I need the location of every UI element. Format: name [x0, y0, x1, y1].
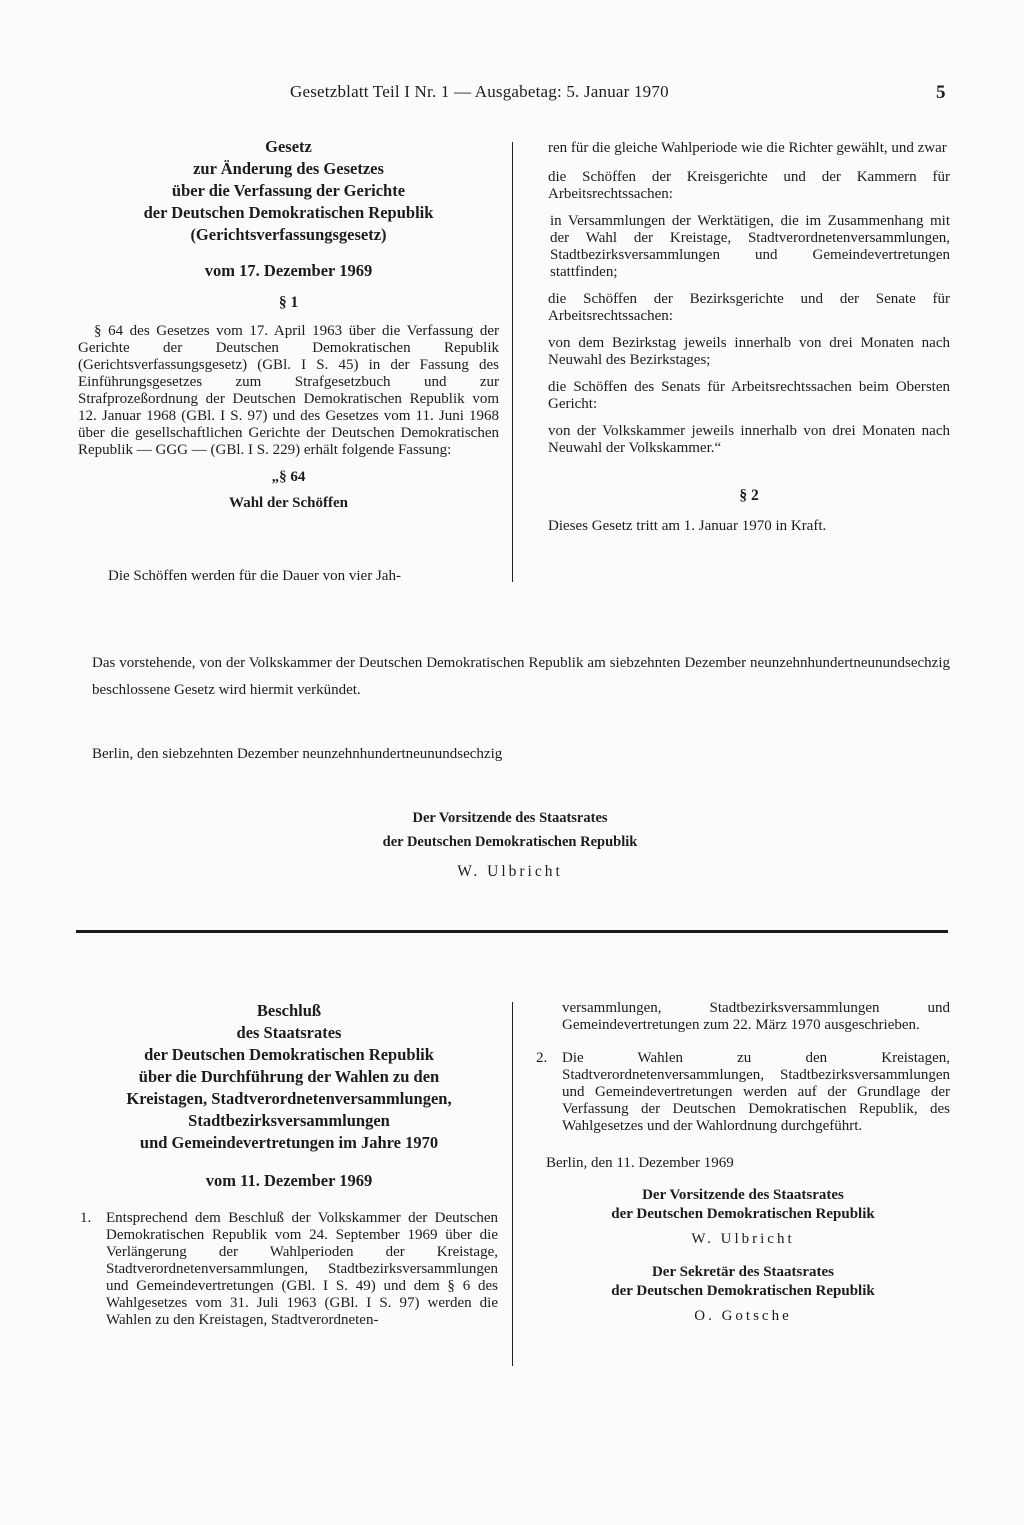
law1-title-line: Gesetz: [265, 137, 312, 156]
signer-title: Der Vorsitzende des Staatsrates: [412, 810, 608, 826]
running-header: Gesetzblatt Teil I Nr. 1 — Ausgabetag: 5. Januar 1970: [290, 82, 669, 101]
law1-section-1-text: § 64 des Gesetzes vom 17. April 1963 über die Verfassung der Gerichte der Deutschen Demokratischen Republik (Gerichtsverfassungsgesetz) (GBl. I S. 45) in der Fassung des Einführungsgesetzes zum Strafgesetzbuch und zur Strafprozeßordnung der Deutschen Demokratischen Republik vom 12. Januar 1968 (GBl. I S. 97) und des Gesetzes vom 11. Juni 1968 über die gesellschaftlichen Gerichte der Deutschen Demokratischen Republik — GGG — (GBl. I S. 229) erhält folgende Fassung:: [78, 323, 499, 458]
promulgation-place-date: Berlin, den siebzehnten Dezember neunzehnhundertneunundsechzig: [92, 746, 503, 762]
law1-title: [78, 136, 499, 246]
signer-name: O. Gotsche: [694, 1308, 792, 1324]
item-number: 1.: [80, 1210, 92, 1226]
decision-item-1-continued: [536, 1000, 950, 1034]
signer-title: Der Vorsitzende des Staatsrates: [642, 1187, 844, 1203]
right-paragraph: von dem Bezirkstag jeweils innerhalb von drei Monaten nach Neuwahl des Bezirkstages;: [548, 335, 950, 368]
quoted-text-start: Die Schöffen werden für die Dauer von vier Jah-: [108, 568, 401, 584]
item-text: Die Wahlen zu den Kreistagen, Stadtverordnetenversammlungen, Stadtbezirksversammlungen und Gemeindevertretungen werden auf der Grundlage der Verfassung der Deutschen Demokratischen Republik, des Wahlgesetzes und der Wahlordnung durchgeführt.: [562, 1050, 950, 1134]
item-text-continued: versammlungen, Stadtbezirksversammlungen und Gemeindevertretungen zum 22. März 1970 ausgeschrieben.: [562, 1000, 950, 1033]
column-divider: [512, 142, 513, 582]
promulgation-signature: [250, 806, 770, 884]
law1-section-2-heading: § 2: [739, 487, 759, 504]
decision-right-column: [536, 1000, 950, 1326]
signer-title: der Deutschen Demokratischen Republik: [382, 834, 638, 850]
decision-title: [80, 1000, 498, 1154]
law1-title-line: der Deutschen Demokratischen Republik: [143, 203, 434, 222]
right-paragraph: die Schöffen der Kreisgerichte und der Kammern für Arbeitsrechtssachen:: [548, 169, 950, 202]
law1-title-line: zur Änderung des Gesetzes: [193, 159, 384, 178]
law1-section-1-heading: § 1: [278, 294, 299, 311]
quoted-section-title: Wahl der Schöffen: [229, 495, 348, 511]
law1-left-column: [78, 136, 499, 512]
right-paragraph: von der Volkskammer jeweils innerhalb von drei Monaten nach Neuwahl der Volkskammer.“: [548, 423, 950, 456]
right-paragraph: in Versammlungen der Werktätigen, die im Zusammenhang mit der Wahl der Kreistage, Stadtverordnetenversammlungen, Stadtbezirksversammlungen und Gemeindevertretungen stattfinden;: [550, 213, 950, 280]
decision-title-line: des Staatsrates: [236, 1023, 342, 1042]
decision-title-line: Beschluß: [256, 1001, 322, 1020]
decision-title-line: über die Durchführung der Wahlen zu den: [138, 1067, 440, 1086]
decision-place-date: Berlin, den 11. Dezember 1969: [546, 1155, 734, 1171]
decision-date: vom 11. Dezember 1969: [205, 1171, 373, 1190]
decision-signature-2: [536, 1263, 950, 1326]
item-number: 2.: [536, 1050, 548, 1066]
signer-name: W. Ulbricht: [457, 863, 563, 880]
item-text-start: Entsprechend dem Beschluß der Volkskammer der Deutschen Demokratischen Republik vom 24. September 1969 über die Verlängerung der Wahlperioden der Kreistage, Stadtverordnetenversammlungen, Stadtbezirksversammlungen und Gemeindevertretungen (GBl. I S. 49) und dem § 6 des Wahlgesetzes vom 31. Juli 1963 (GBl. I S. 97) werden die Wahlen zu den Kreistagen, Stadtverordneten-: [106, 1210, 498, 1328]
decision-item-1-start: [80, 1210, 498, 1329]
signer-title: der Deutschen Demokratischen Republik: [611, 1283, 875, 1299]
signer-title: der Deutschen Demokratischen Republik: [611, 1206, 875, 1222]
quoted-section-heading: „§ 64: [271, 469, 306, 485]
section-divider-rule: [76, 930, 948, 933]
promulgation-text: Das vorstehende, von der Volkskammer der Deutschen Demokratischen Republik am siebzehnten Dezember neunzehnhundertneunundsechzig beschlossene Gesetz wird hiermit verkündet.: [92, 655, 950, 698]
law1-section-2-text: Dieses Gesetz tritt am 1. Januar 1970 in Kraft.: [548, 518, 827, 534]
right-paragraph: die Schöffen der Bezirksgerichte und der Senate für Arbeitsrechtssachen:: [548, 291, 950, 324]
decision-item-2: [536, 1050, 950, 1135]
decision-title-line: Kreistagen, Stadtverordnetenversammlungen,: [126, 1089, 452, 1108]
signer-title: Der Sekretär des Staatsrates: [651, 1264, 835, 1280]
law1-title-line: über die Verfassung der Gerichte: [171, 181, 406, 200]
law1-right-column: [548, 140, 950, 535]
law1-date: vom 17. Dezember 1969: [204, 261, 373, 280]
decision-title-line: und Gemeindevertretungen im Jahre 1970: [139, 1133, 439, 1152]
right-paragraph: die Schöffen des Senats für Arbeitsrechtssachen beim Obersten Gericht:: [548, 379, 950, 412]
quoted-text-continued: ren für die gleiche Wahlperiode wie die Richter gewählt, und zwar: [548, 140, 947, 156]
decision-title-line: Stadtbezirksversammlungen: [188, 1111, 390, 1130]
page-number: 5: [936, 82, 946, 103]
decision-title-line: der Deutschen Demokratischen Republik: [144, 1045, 434, 1064]
decision-signature-1: [536, 1186, 950, 1249]
signer-name: W. Ulbricht: [691, 1231, 795, 1247]
law1-title-line: (Gerichtsverfassungsgesetz): [190, 225, 387, 244]
decision-left-column: [80, 1000, 498, 1329]
column-divider: [512, 1002, 513, 1366]
